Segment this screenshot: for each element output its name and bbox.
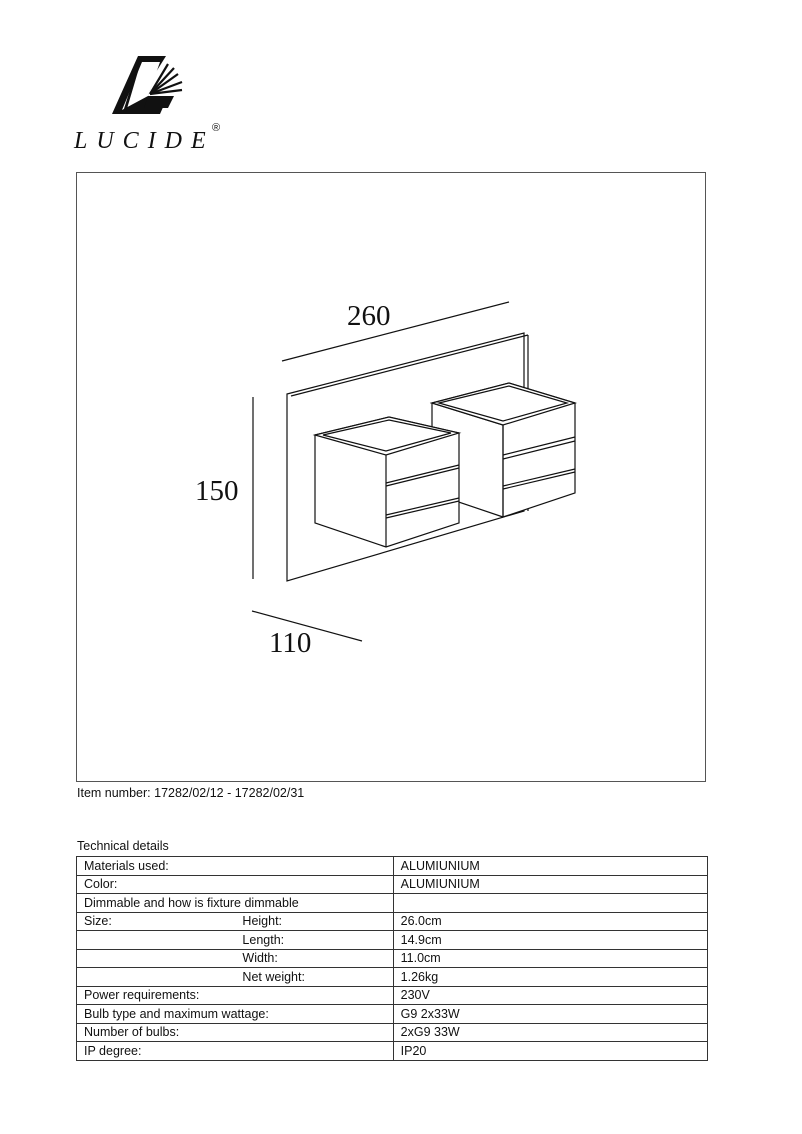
technical-details-table — [76, 856, 708, 1061]
fixture-line-drawing — [77, 173, 707, 783]
row-value: ALUMIUNIUM — [393, 875, 707, 894]
logo-wordmark: LUCIDE — [74, 128, 215, 154]
height-dimension-label: 150 — [195, 475, 239, 507]
row-value: IP20 — [393, 1042, 707, 1061]
row-value — [393, 894, 707, 913]
table-row — [77, 1023, 708, 1042]
row-value: 1.26kg — [393, 968, 707, 987]
table-row — [77, 931, 708, 950]
row-label: Materials used: — [77, 857, 233, 876]
row-sublabel: Width: — [232, 949, 393, 968]
brand-logo — [74, 52, 234, 162]
table-row — [77, 1005, 708, 1024]
technical-details-title: Technical details — [77, 839, 169, 853]
row-label: Color: — [77, 875, 233, 894]
row-value: ALUMIUNIUM — [393, 857, 707, 876]
row-sublabel — [232, 875, 393, 894]
row-value: 2xG9 33W — [393, 1023, 707, 1042]
table-row — [77, 857, 708, 876]
table-row — [77, 986, 708, 1005]
width-dimension-label: 260 — [347, 300, 391, 332]
depth-dimension-label: 110 — [269, 627, 312, 659]
row-value: 26.0cm — [393, 912, 707, 931]
table-row — [77, 875, 708, 894]
row-label: Power requirements: — [77, 986, 394, 1005]
row-sublabel: Length: — [232, 931, 393, 950]
width-dimension-line — [282, 302, 509, 361]
row-sublabel — [232, 857, 393, 876]
registered-mark: ® — [212, 122, 221, 134]
row-label: Dimmable and how is fixture dimmable — [77, 894, 394, 913]
table-row — [77, 894, 708, 913]
item-number: Item number: 17282/02/12 - 17282/02/31 — [77, 786, 305, 800]
row-value: 11.0cm — [393, 949, 707, 968]
product-drawing — [76, 172, 706, 782]
logo-mark-icon — [74, 52, 184, 122]
row-value: 14.9cm — [393, 931, 707, 950]
row-value: G9 2x33W — [393, 1005, 707, 1024]
row-label: Number of bulbs: — [77, 1023, 394, 1042]
row-value: 230V — [393, 986, 707, 1005]
row-label: IP degree: — [77, 1042, 394, 1061]
table-row — [77, 949, 708, 968]
table-row — [77, 968, 708, 987]
row-label — [77, 949, 233, 968]
row-label — [77, 931, 233, 950]
table-row — [77, 1042, 708, 1061]
row-label: Bulb type and maximum wattage: — [77, 1005, 394, 1024]
table-row — [77, 912, 708, 931]
row-label — [77, 968, 233, 987]
row-label: Size: — [77, 912, 233, 931]
row-sublabel: Net weight: — [232, 968, 393, 987]
row-sublabel: Height: — [232, 912, 393, 931]
